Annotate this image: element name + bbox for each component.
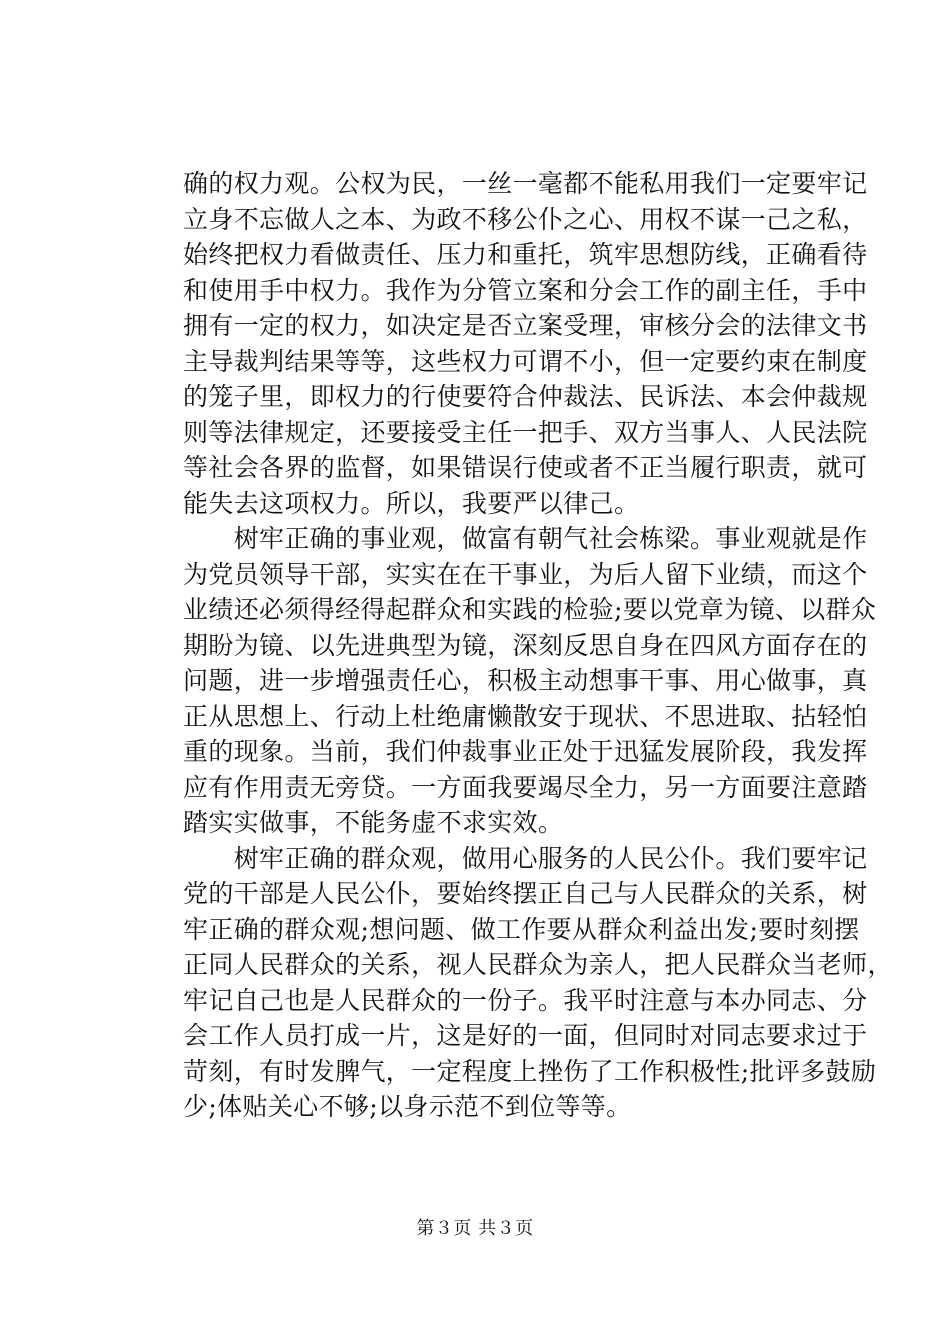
text-line: 为党员领导干部，实实在在干事业，为后人留下业绩，而这个 bbox=[183, 559, 868, 589]
text-line: 牢正确的群众观;想问题、做工作要从群众利益出发;要时刻摆 bbox=[183, 914, 860, 944]
text-line: 和使用手中权力。我作为分管立案和分会工作的副主任，手中 bbox=[183, 275, 868, 305]
text-line: 等社会各界的监督，如果错误行使或者不正当履行职责，就可 bbox=[183, 453, 868, 482]
text-line: 则等法律规定，还要接受主任一把手、双方当事人、人民法院 bbox=[183, 417, 868, 447]
text-line: 树牢正确的事业观，做富有朝气社会栋梁。事业观就是作 bbox=[183, 524, 868, 553]
text-line: 正从思想上、行动上杜绝庸懒散安于现状、不思进取、拈轻怕 bbox=[183, 701, 868, 731]
text-line: 主导裁判结果等等，这些权力可谓不小，但一定要约束在制度 bbox=[183, 346, 868, 376]
text-line: 期盼为镜、以先进典型为镜，深刻反思自身在四风方面存在的 bbox=[183, 630, 868, 660]
page-footer bbox=[0, 1217, 950, 1241]
text-line: 树牢正确的群众观，做用心服务的人民公仆。我们要牢记 bbox=[183, 843, 868, 873]
text-line: 牢记自己也是人民群众的一份子。我平时注意与本办同志、分 bbox=[183, 985, 868, 1015]
text-line: 踏实实做事，不能务虚不求实效。 bbox=[183, 808, 564, 837]
text-line: 拥有一定的权力，如决定是否立案受理，审核分会的法律文书 bbox=[183, 311, 868, 340]
text-line: 正同人民群众的关系，视人民群众为亲人，把人民群众当老师， bbox=[183, 950, 893, 979]
text-line: 能失去这项权力。所以，我要严以律己。 bbox=[183, 488, 640, 518]
text-line: 少;体贴关心不够;以身示范不到位等等。 bbox=[183, 1092, 632, 1121]
text-line: 会工作人员打成一片，这是好的一面，但同时对同志要求过于 bbox=[183, 1021, 868, 1050]
text-line: 始终把权力看做责任、压力和重托，筑牢思想防线，正确看待 bbox=[183, 240, 868, 269]
text-line: 应有作用责无旁贷。一方面我要竭尽全力，另一方面要注意踏 bbox=[183, 772, 868, 802]
text-line: 立身不忘做人之本、为政不移公仆之心、用权不谋一己之私， bbox=[183, 204, 868, 234]
text-line: 重的现象。当前，我们仲裁事业正处于迅猛发展阶段，我发挥 bbox=[183, 737, 868, 766]
text-line: 问题，进一步增强责任心，积极主动想事干事、用心做事，真 bbox=[183, 666, 868, 695]
text-line: 确的权力观。公权为民，一丝一毫都不能私用我们一定要牢记 bbox=[183, 169, 868, 198]
text-line: 党的干部是人民公仆，要始终摆正自己与人民群众的关系，树 bbox=[183, 879, 868, 908]
text-line: 苛刻，有时发脾气，一定程度上挫伤了工作积极性;批评多鼓励 bbox=[183, 1056, 877, 1086]
text-line: 业绩还必须得经得起群众和实践的检验;要以党章为镜、以群众 bbox=[183, 595, 877, 624]
text-line: 的笼子里，即权力的行使要符合仲裁法、民诉法、本会仲裁规 bbox=[183, 382, 868, 411]
body-text bbox=[183, 166, 893, 1125]
page-number: 第３页 共３页 bbox=[416, 1218, 534, 1239]
